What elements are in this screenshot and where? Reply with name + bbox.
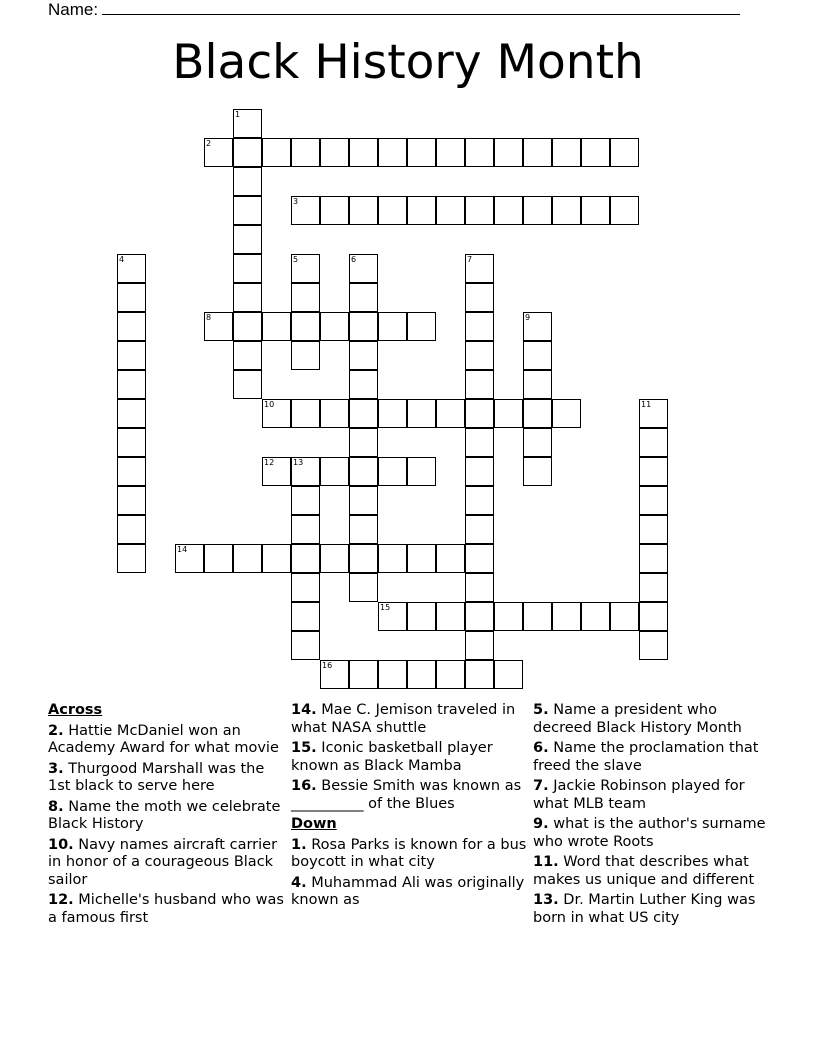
grid-cell[interactable] [494,399,523,428]
grid-cell[interactable] [436,399,465,428]
grid-cell[interactable] [349,370,378,399]
grid-cell[interactable] [639,457,668,486]
clue-item-text: Name the moth we celebrate Black History [48,798,281,832]
grid-cell[interactable] [465,312,494,341]
grid-cell[interactable] [378,457,407,486]
grid-cell[interactable] [494,196,523,225]
clue-number: 3 [293,197,299,206]
grid-cell[interactable] [320,138,349,167]
grid-cell[interactable] [320,544,349,573]
clue-item-number: 12. [48,892,74,908]
grid-cell[interactable] [233,341,262,370]
grid-cell[interactable] [117,254,146,283]
grid-cell[interactable] [610,196,639,225]
grid-cell[interactable] [465,283,494,312]
grid-cell[interactable] [523,138,552,167]
grid-cell[interactable] [262,544,291,573]
grid-cell[interactable] [436,544,465,573]
clue-item [291,875,531,910]
grid-cell[interactable] [233,167,262,196]
grid-cell[interactable] [291,515,320,544]
grid-cell[interactable] [465,631,494,660]
grid-cell[interactable] [378,196,407,225]
grid-cell[interactable] [349,312,378,341]
clue-number: 1 [235,110,241,119]
grid-cell[interactable] [610,602,639,631]
grid-cell[interactable] [349,138,378,167]
grid-cell[interactable] [117,370,146,399]
clue-item-text: Navy names aircraft carrier in honor of a courageous Black sailor [48,836,278,888]
clue-item-number: 11. [533,854,559,870]
grid-cell[interactable] [378,312,407,341]
clue-item-text: Thurgood Marshall was the 1st black to serve here [48,760,265,794]
clue-item-text: Mae C. Jemison traveled in what NASA shuttle [291,702,516,736]
grid-cell[interactable] [349,283,378,312]
grid-cell[interactable] [117,544,146,573]
clue-item-number: 16. [291,778,317,794]
clue-item-text: Jackie Robinson played for what MLB team [533,778,745,812]
grid-cell[interactable] [349,660,378,689]
clue-item-number: 6. [533,740,549,756]
grid-cell[interactable] [523,370,552,399]
grid-cell[interactable] [349,196,378,225]
grid-cell[interactable] [465,196,494,225]
grid-cell[interactable] [349,254,378,283]
grid-cell[interactable] [639,399,668,428]
grid-cell[interactable] [175,544,204,573]
grid-cell[interactable] [233,196,262,225]
clue-number: 6 [351,255,357,264]
grid-cell[interactable] [465,341,494,370]
grid-cell[interactable] [349,544,378,573]
grid-cell[interactable] [639,602,668,631]
clue-item [291,740,531,775]
grid-cell[interactable] [436,602,465,631]
clues-column-2 [291,702,531,913]
grid-cell[interactable] [465,370,494,399]
clue-item [533,740,773,775]
grid-cell[interactable] [262,399,291,428]
grid-cell[interactable] [552,399,581,428]
clue-number: 5 [293,255,299,264]
clue-number: 15 [380,603,391,612]
grid-cell[interactable] [349,457,378,486]
clue-item-text: Hattie McDaniel won an Academy Award for what movie [48,722,279,756]
clue-number: 16 [322,661,333,670]
grid-cell[interactable] [291,312,320,341]
grid-cell[interactable] [523,428,552,457]
clues-column-3 [533,702,773,930]
grid-cell[interactable] [291,283,320,312]
grid-cell[interactable] [378,138,407,167]
clue-item [533,854,773,889]
grid-cell[interactable] [291,341,320,370]
grid-cell[interactable] [465,399,494,428]
grid-cell[interactable] [378,602,407,631]
grid-cell[interactable] [465,602,494,631]
clue-item-number: 8. [48,798,64,815]
grid-cell[interactable] [523,457,552,486]
grid-cell[interactable] [291,573,320,602]
clue-item-number: 13. [533,892,559,908]
clue-item-text: Name a president who decreed Black History Month [533,702,742,736]
clue-item [48,892,288,927]
grid-cell[interactable] [233,138,262,167]
grid-cell[interactable] [291,631,320,660]
grid-cell[interactable] [552,196,581,225]
clue-item-number: 4. [291,874,307,891]
grid-cell[interactable] [320,312,349,341]
clue-item-text: Iconic basketball player known as Black Mamba [291,740,493,774]
grid-cell[interactable] [494,138,523,167]
clue-number: 14 [177,545,188,554]
grid-cell[interactable] [465,660,494,689]
clue-item-number: 7. [533,778,549,794]
grid-cell[interactable] [349,399,378,428]
grid-cell[interactable] [465,573,494,602]
clue-item [533,702,773,737]
clue-item-text: Rosa Parks is known for a bus boycott in what city [291,836,527,870]
grid-cell[interactable] [407,138,436,167]
clue-item-text: Bessie Smith was known as __________ of the Blues [291,778,522,812]
grid-cell[interactable] [291,196,320,225]
page-title: Black History Month [172,35,644,90]
grid-cell[interactable] [436,196,465,225]
grid-cell[interactable] [610,138,639,167]
grid-cell[interactable] [407,399,436,428]
grid-cell[interactable] [117,428,146,457]
clue-item [291,778,531,813]
clue-item-number: 3. [48,760,64,777]
grid-cell[interactable] [233,370,262,399]
grid-cell[interactable] [291,254,320,283]
grid-cell[interactable] [465,486,494,515]
clue-item-number: 2. [48,722,64,739]
grid-cell[interactable] [523,312,552,341]
grid-cell[interactable] [639,486,668,515]
grid-cell[interactable] [349,341,378,370]
clue-number: 9 [525,313,531,322]
clue-item-text: Word that describes what makes us unique and different [533,854,755,888]
grid-cell[interactable] [233,254,262,283]
grid-cell[interactable] [494,602,523,631]
clue-item [533,778,773,813]
grid-cell[interactable] [407,660,436,689]
grid-cell[interactable] [465,254,494,283]
grid-cell[interactable] [523,196,552,225]
grid-cell[interactable] [117,399,146,428]
grid-cell[interactable] [378,544,407,573]
grid-cell[interactable] [320,196,349,225]
grid-cell[interactable] [262,312,291,341]
clue-item-number: 10. [48,836,74,853]
grid-cell[interactable] [204,312,233,341]
grid-cell[interactable] [233,225,262,254]
clue-item [533,816,773,851]
grid-cell[interactable] [378,399,407,428]
grid-cell[interactable] [465,138,494,167]
clue-item-text: what is the author's surname who wrote Roots [533,816,766,850]
grid-cell[interactable] [436,138,465,167]
clue-item [48,723,288,758]
grid-cell[interactable] [291,602,320,631]
grid-cell[interactable] [523,602,552,631]
clue-number: 11 [641,400,652,409]
grid-cell[interactable] [639,631,668,660]
grid-cell[interactable] [291,457,320,486]
clue-item-text: Name the proclamation that freed the slave [533,740,759,774]
grid-cell[interactable] [349,573,378,602]
clue-item [48,761,288,796]
grid-cell[interactable] [639,544,668,573]
grid-cell[interactable] [320,457,349,486]
name-label: Name: [48,0,99,19]
grid-cell[interactable] [349,515,378,544]
grid-cell[interactable] [407,602,436,631]
clue-item [291,837,531,872]
clue-number: 7 [467,255,473,264]
grid-cell[interactable] [117,283,146,312]
clues-column-1 [48,702,288,930]
clue-number: 10 [264,400,275,409]
grid-cell[interactable] [233,544,262,573]
clue-item [291,702,531,737]
grid-cell[interactable] [233,312,262,341]
grid-cell[interactable] [262,457,291,486]
clue-number: 8 [206,313,212,322]
across-heading: Across [48,702,103,718]
clue-number: 13 [293,458,304,467]
clue-number: 4 [119,255,125,264]
grid-cell[interactable] [552,138,581,167]
clue-item-number: 14. [291,702,317,718]
grid-cell[interactable] [523,341,552,370]
clue-item-text: Dr. Martin Luther King was born in what US city [533,892,756,926]
grid-cell[interactable] [494,660,523,689]
clue-item-text: Muhammad Ali was originally known as [291,874,525,908]
grid-cell[interactable] [117,486,146,515]
grid-cell[interactable] [349,486,378,515]
grid-cell[interactable] [320,399,349,428]
grid-cell[interactable] [349,428,378,457]
clue-item-number: 1. [291,836,307,853]
grid-cell[interactable] [523,399,552,428]
grid-cell[interactable] [320,660,349,689]
clue-item-number: 15. [291,740,317,756]
grid-cell[interactable] [117,312,146,341]
grid-cell[interactable] [291,138,320,167]
down-heading: Down [291,816,337,832]
grid-cell[interactable] [581,602,610,631]
grid-cell[interactable] [436,660,465,689]
grid-cell[interactable] [581,196,610,225]
grid-cell[interactable] [117,515,146,544]
grid-cell[interactable] [117,457,146,486]
grid-cell[interactable] [262,138,291,167]
clue-item-number: 5. [533,702,549,718]
grid-cell[interactable] [407,457,436,486]
clue-item-number: 9. [533,816,549,832]
grid-cell[interactable] [117,341,146,370]
grid-cell[interactable] [465,457,494,486]
grid-cell[interactable] [291,486,320,515]
grid-cell[interactable] [465,428,494,457]
grid-cell[interactable] [465,544,494,573]
clue-item [48,837,288,890]
grid-cell[interactable] [552,602,581,631]
grid-cell[interactable] [407,196,436,225]
clue-number: 12 [264,458,275,467]
grid-cell[interactable] [378,660,407,689]
grid-cell[interactable] [233,283,262,312]
grid-cell[interactable] [204,138,233,167]
grid-cell[interactable] [407,312,436,341]
grid-cell[interactable] [407,544,436,573]
grid-cell[interactable] [233,109,262,138]
grid-cell[interactable] [465,515,494,544]
clue-number: 2 [206,139,212,148]
grid-cell[interactable] [291,544,320,573]
clue-item [533,892,773,927]
clue-item-text: Michelle's husband who was a famous first [48,892,284,926]
clue-item [48,799,288,834]
grid-cell[interactable] [639,573,668,602]
grid-cell[interactable] [639,515,668,544]
grid-cell[interactable] [291,399,320,428]
grid-cell[interactable] [639,428,668,457]
grid-cell[interactable] [581,138,610,167]
grid-cell[interactable] [204,544,233,573]
